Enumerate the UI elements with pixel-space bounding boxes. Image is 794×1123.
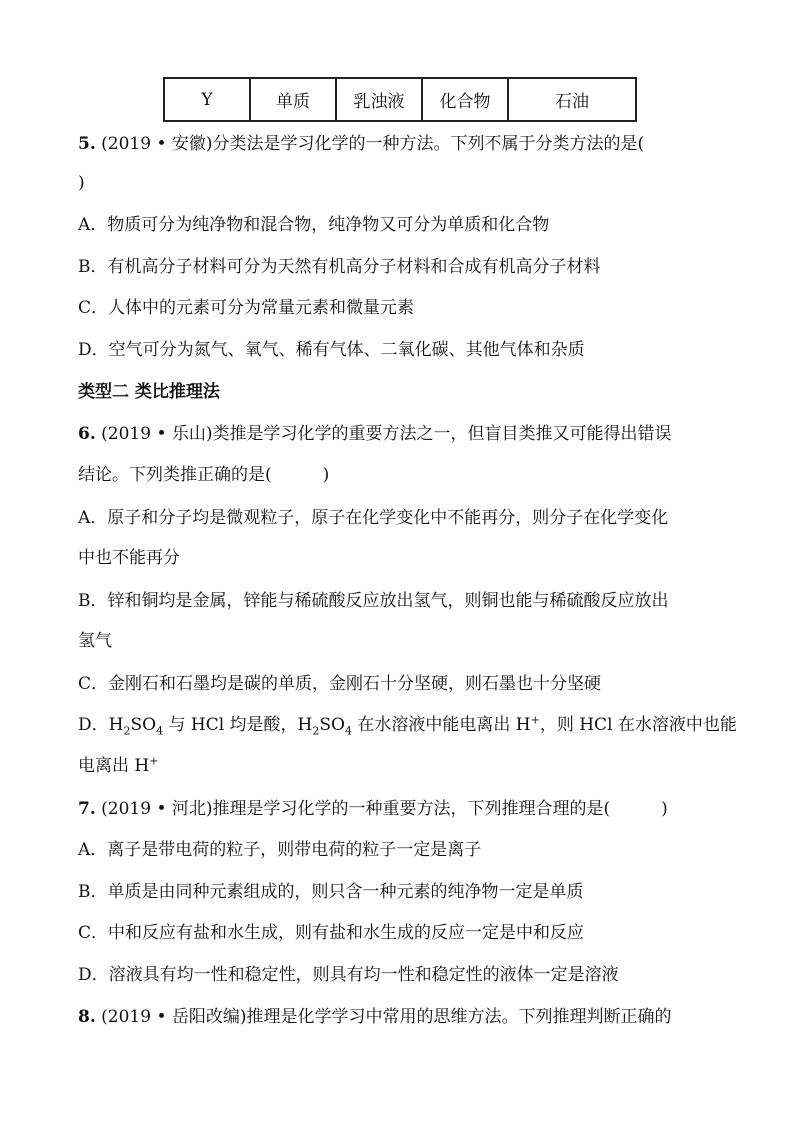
subscript: 2	[123, 724, 131, 738]
q6-stem-line2: 结论。下列类推正确的是( )	[78, 465, 330, 485]
q6-d-text: 电离出 H	[78, 756, 150, 776]
superscript: +	[149, 754, 159, 768]
q7-stem	[78, 797, 668, 821]
q6-d-text: 在水溶液中能电离出 H	[351, 715, 531, 735]
q6-option-d-line2	[78, 754, 158, 778]
subscript: 4	[344, 724, 352, 738]
q6-d-text: SO	[319, 715, 345, 735]
q8-number: 8.	[78, 1007, 96, 1027]
section-heading: 类型二 类比推理法	[78, 382, 220, 402]
q5-option-c: C．人体中的元素可分为常量元素和微量元素	[78, 298, 415, 318]
q7-option-c: C．中和反应有盐和水生成，则有盐和水生成的反应一定是中和反应	[78, 923, 585, 943]
classification-table	[163, 77, 637, 122]
q7-option-a: A．离子是带电荷的粒子，则带电荷的粒子一定是离子	[78, 840, 482, 860]
q6-d-text: D．H	[78, 715, 124, 735]
q5-source: (2019 • 安徽)	[101, 134, 213, 154]
q6-d-text: 与 HCl 均是酸，H	[163, 715, 313, 735]
q6-source: (2019 • 乐山)	[101, 424, 213, 444]
q7-option-d: D．溶液具有均一性和稳定性，则具有均一性和稳定性的液体一定是溶液	[78, 965, 619, 985]
q6-stem	[78, 422, 672, 446]
q6-option-a-line1: A．原子和分子均是微观粒子，原子在化学变化中不能再分，则分子在化学变化	[78, 508, 669, 528]
q7-option-b: B．单质是由同种元素组成的，则只含一种元素的纯净物一定是单质	[78, 882, 584, 902]
q6-number: 6.	[78, 424, 96, 444]
q5-stem-line2: )	[78, 173, 85, 193]
q7-stem-text: 推理是学习化学的一种重要方法，下列推理合理的是( )	[212, 799, 668, 819]
table-cell: Y	[164, 78, 250, 121]
q6-option-d-line1	[78, 713, 737, 737]
table-cell: 化合物	[422, 78, 508, 121]
subscript: 2	[312, 724, 320, 738]
q5-stem	[78, 132, 644, 156]
table-cell: 单质	[250, 78, 336, 121]
q6-d-text: ，则 HCl 在水溶液中也能	[539, 715, 737, 735]
table-cell: 乳浊液	[336, 78, 422, 121]
q5-option-b: B．有机高分子材料可分为天然有机高分子材料和合成有机高分子材料	[78, 257, 601, 277]
q7-source: (2019 • 河北)	[101, 799, 213, 819]
q5-option-a: A．物质可分为纯净物和混合物，纯净物又可分为单质和化合物	[78, 215, 550, 235]
q6-option-b-line2: 氢气	[78, 631, 112, 651]
q8-stem	[78, 1005, 672, 1029]
subscript: 4	[156, 724, 164, 738]
q6-option-a-line2: 中也不能再分	[78, 548, 180, 568]
q5-stem-text: 分类法是学习化学的一种方法。下列不属于分类方法的是(	[212, 134, 645, 154]
table-cell: 石油	[508, 78, 636, 121]
q5-number: 5.	[78, 134, 96, 154]
q6-d-text: SO	[130, 715, 157, 735]
q6-option-b-line1: B．锌和铜均是金属，锌能与稀硫酸反应放出氢气，则铜也能与稀硫酸反应放出	[78, 591, 669, 611]
q6-option-c: C．金刚石和石墨均是碳的单质，金刚石十分坚硬，则石墨也十分坚硬	[78, 674, 602, 694]
q7-number: 7.	[78, 799, 96, 819]
q5-option-d: D．空气可分为氮气、氧气、稀有气体、二氧化碳、其他气体和杂质	[78, 340, 585, 360]
q8-source: (2019 • 岳阳改编)	[101, 1007, 247, 1027]
q8-stem-text: 推理是化学学习中常用的思维方法。下列推理判断正确的	[246, 1007, 672, 1027]
superscript: +	[530, 713, 540, 727]
q6-stem-text: 类推是学习化学的重要方法之一，但盲目类推又可能得出错误	[212, 424, 672, 444]
